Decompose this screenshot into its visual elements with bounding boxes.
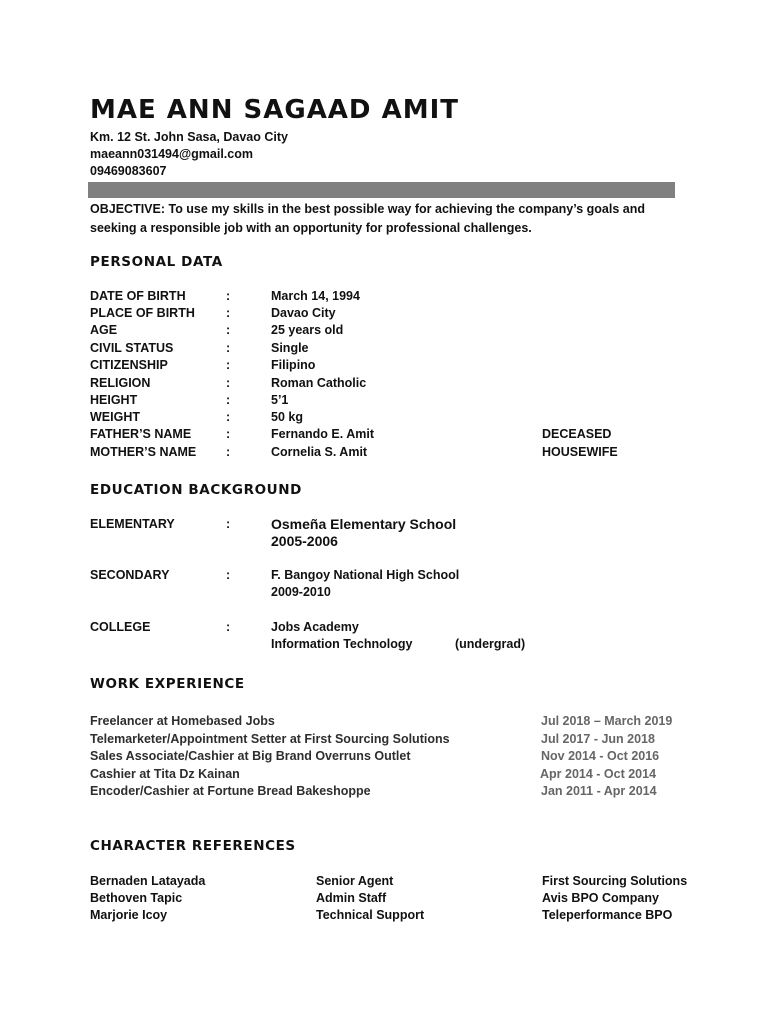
personal-row — [90, 358, 690, 375]
secondary-years: 2009-2010 — [271, 585, 331, 599]
work-dates: Jan 2011 - Apr 2014 — [541, 784, 657, 798]
email: maeann031494@gmail.com — [90, 147, 253, 161]
work-title: Encoder/Cashier at Fortune Bread Bakeshoppe — [90, 784, 371, 798]
education-separator: : — [226, 620, 231, 634]
work-title: Freelancer at Homebased Jobs — [90, 714, 275, 728]
work-item — [90, 767, 670, 784]
personal-row — [90, 393, 690, 410]
personal-label: CITIZENSHIP — [90, 358, 168, 372]
personal-separator: : — [226, 341, 231, 355]
personal-label: CIVIL STATUS — [90, 341, 174, 355]
reference-row — [90, 908, 690, 925]
personal-value: Roman Catholic — [271, 376, 367, 390]
personal-row — [90, 341, 690, 358]
personal-separator: : — [226, 306, 231, 320]
work-dates: Jul 2017 - Jun 2018 — [541, 732, 655, 746]
personal-value: Cornelia S. Amit — [271, 445, 368, 459]
reference-company: Teleperformance BPO — [542, 908, 673, 922]
college-school: Jobs Academy — [271, 620, 359, 634]
college-status: (undergrad) — [455, 637, 526, 651]
education-separator: : — [226, 568, 231, 582]
education-heading: EDUCATION BACKGROUND — [90, 482, 302, 498]
personal-row — [90, 323, 690, 340]
personal-value: Filipino — [271, 358, 316, 372]
personal-label: DATE OF BIRTH — [90, 289, 186, 303]
education-separator: : — [226, 517, 231, 531]
reference-position: Technical Support — [316, 908, 425, 922]
education-label-elementary: ELEMENTARY — [90, 517, 175, 531]
personal-value: Single — [271, 341, 309, 355]
phone: 09469083607 — [90, 164, 167, 178]
personal-separator: : — [226, 289, 231, 303]
personal-label: WEIGHT — [90, 410, 140, 424]
reference-position: Senior Agent — [316, 874, 394, 888]
personal-data-heading: PERSONAL DATA — [90, 254, 223, 270]
personal-label: AGE — [90, 323, 118, 337]
personal-separator: : — [226, 445, 231, 459]
personal-row — [90, 427, 690, 444]
personal-note: HOUSEWIFE — [542, 445, 618, 459]
address: Km. 12 St. John Sasa, Davao City — [90, 130, 288, 144]
personal-value: 5’1 — [271, 393, 289, 407]
personal-label: FATHER’S NAME — [90, 427, 192, 441]
personal-separator: : — [226, 323, 231, 337]
personal-separator: : — [226, 358, 231, 372]
personal-label: HEIGHT — [90, 393, 138, 407]
education-label-secondary: SECONDARY — [90, 568, 170, 582]
personal-label: RELIGION — [90, 376, 151, 390]
personal-separator: : — [226, 393, 231, 407]
reference-row — [90, 874, 690, 891]
personal-row — [90, 445, 690, 462]
personal-row — [90, 376, 690, 393]
work-dates: Nov 2014 - Oct 2016 — [541, 749, 660, 763]
elementary-years: 2005-2006 — [271, 533, 338, 549]
references-heading: CHARACTER REFERENCES — [90, 838, 296, 854]
work-item — [90, 749, 670, 766]
personal-separator: : — [226, 410, 231, 424]
work-title: Telemarketer/Appointment Setter at First Sourcing Solutions — [90, 732, 450, 746]
personal-label: MOTHER’S NAME — [90, 445, 197, 459]
divider-bar — [88, 182, 675, 198]
reference-row — [90, 891, 690, 908]
work-title: Sales Associate/Cashier at Big Brand Overruns Outlet — [90, 749, 411, 763]
personal-row — [90, 410, 690, 427]
personal-note: DECEASED — [542, 427, 612, 441]
personal-value: March 14, 1994 — [271, 289, 360, 303]
college-course: Information Technology — [271, 637, 413, 651]
personal-label: PLACE OF BIRTH — [90, 306, 195, 320]
personal-value: Fernando E. Amit — [271, 427, 375, 441]
work-item — [90, 784, 670, 801]
work-title: Cashier at Tita Dz Kainan — [90, 767, 240, 781]
work-item — [90, 732, 670, 749]
reference-name: Bethoven Tapic — [90, 891, 183, 905]
reference-company: First Sourcing Solutions — [542, 874, 688, 888]
elementary-school: Osmeña Elementary School — [271, 516, 457, 532]
work-dates: Jul 2018 – March 2019 — [541, 714, 673, 728]
secondary-school: F. Bangoy National High School — [271, 568, 460, 582]
personal-separator: : — [226, 376, 231, 390]
work-dates: Apr 2014 - Oct 2014 — [540, 767, 657, 781]
reference-name: Marjorie Icoy — [90, 908, 168, 922]
personal-row — [90, 289, 690, 306]
work-item — [90, 714, 673, 731]
personal-value: 50 kg — [271, 410, 303, 424]
reference-name: Bernaden Latayada — [90, 874, 206, 888]
reference-position: Admin Staff — [316, 891, 387, 905]
personal-value: Davao City — [271, 306, 336, 320]
personal-row — [90, 306, 690, 323]
education-label-college: COLLEGE — [90, 620, 151, 634]
personal-value: 25 years old — [271, 323, 344, 337]
objective-text: OBJECTIVE: To use my skills in the best possible way for achieving the company’s goals and seeking a responsible job with an opportunity for professional challenges. — [90, 202, 646, 235]
personal-separator: : — [226, 427, 231, 441]
applicant-name: MAE ANN SAGAAD AMIT — [90, 95, 459, 125]
work-experience-heading: WORK EXPERIENCE — [90, 676, 245, 692]
reference-company: Avis BPO Company — [542, 891, 659, 905]
